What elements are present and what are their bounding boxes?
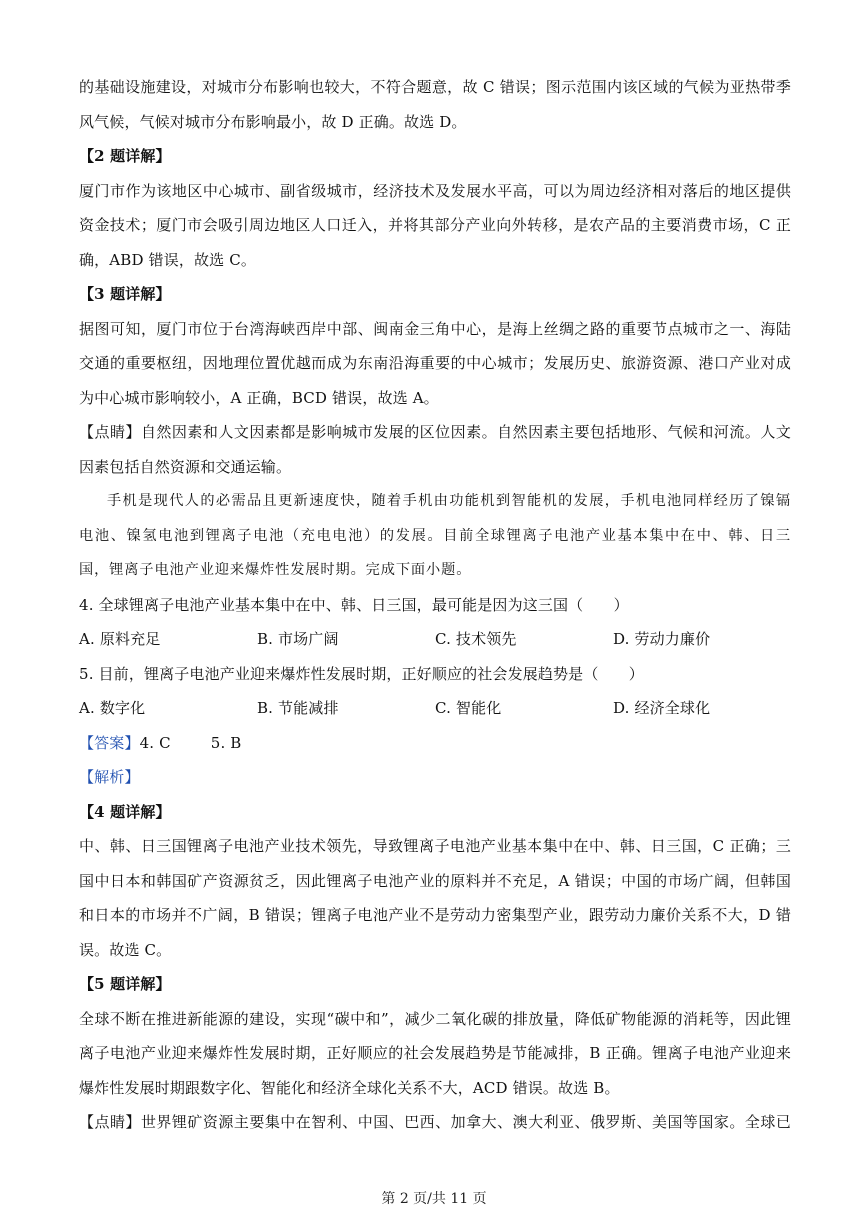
paragraph-line: 交通的重要枢纽，因地理位置优越而成为东南沿海重要的中心城市；发展历史、旅游资源、港口产业对成 xyxy=(79,354,791,372)
page-footer: 第 2 页/共 11 页 xyxy=(381,1191,487,1207)
answer-label: 【答案】 xyxy=(79,733,140,752)
answer-line xyxy=(79,726,791,761)
paragraph-line: 厦门市作为该地区中心城市、副省级城市，经济技术及发展水平高，可以为周边经济相对落后的地区提供 xyxy=(79,181,791,200)
paragraph-line: 确，ABD 错误，故选 C。 xyxy=(79,250,256,269)
question-5-options xyxy=(79,691,791,726)
material-passage-line: 手机是现代人的必需品且更新速度快，随着手机由功能机到智能机的发展，手机电池同样经历了镍镉 xyxy=(107,493,791,509)
option-b: B. 市场广阔 xyxy=(257,630,339,648)
question-4: 4. 全球锂离子电池产业基本集中在中、韩、日三国，最可能是因为这三国（ ） xyxy=(79,595,629,614)
question-5: 5. 目前，锂离子电池产业迎来爆炸性发展时期，正好顺应的社会发展趋势是（ ） xyxy=(79,664,644,683)
option-d: D. 劳动力廉价 xyxy=(613,630,711,648)
paragraph-line: 资金技术；厦门市会吸引周边地区人口迁入，并将其部分产业向外转移，是农产品的主要消费市场，C 正 xyxy=(79,216,791,234)
section-heading-q3: 【3 题详解】 xyxy=(79,285,171,303)
analysis-label: 【解析】 xyxy=(79,768,140,786)
document-page xyxy=(79,70,791,1140)
option-b: B. 节能减排 xyxy=(257,699,339,717)
paragraph-line: 为中心城市影响较小，A 正确，BCD 错误，故选 A。 xyxy=(79,388,439,407)
paragraph-line: 全球不断在推进新能源的建设，实现“碳中和”，减少二氧化碳的排放量，降低矿物能源的消耗等，因此锂 xyxy=(79,1009,791,1028)
tip-paragraph-line: 【点睛】世界锂矿资源主要集中在智利、中国、巴西、加拿大、澳大利亚、俄罗斯、美国等国家。全球已 xyxy=(79,1113,791,1131)
option-d: D. 经济全球化 xyxy=(613,699,711,717)
paragraph-line: 的基础设施建设，对城市分布影响也较大，不符合题意，故 C 错误；图示范围内该区域的气候为亚热带季 xyxy=(79,78,791,96)
paragraph-line: 和日本的市场并不广阔，B 错误；锂离子电池产业不是劳动力密集型产业，跟劳动力廉价关系不大，D 错 xyxy=(79,906,791,924)
section-heading-q2: 【2 题详解】 xyxy=(79,147,171,165)
answer-5: 5. B xyxy=(210,733,242,752)
option-c: C. 技术领先 xyxy=(435,630,517,648)
section-heading-q4: 【4 题详解】 xyxy=(79,802,171,821)
paragraph-line: 据图可知，厦门市位于台湾海峡西岸中部、闽南金三角中心，是海上丝绸之路的重要节点城市之一、海陆 xyxy=(79,319,791,338)
paragraph-line: 爆炸性发展时期跟数字化、智能化和经济全球化关系不大，ACD 错误。故选 B。 xyxy=(79,1078,620,1097)
answer-4: 4. C xyxy=(139,733,171,752)
paragraph-line: 国中日本和韩国矿产资源贫乏，因此锂离子电池产业的原料并不充足，A 错误；中国的市场广阔，但韩国 xyxy=(79,871,791,890)
paragraph-line: 风气候，气候对城市分布影响最小，故 D 正确。故选 D。 xyxy=(79,112,467,131)
paragraph-line: 离子电池产业迎来爆炸性发展时期，正好顺应的社会发展趋势是节能减排，B 正确。锂离子电池产业迎来 xyxy=(79,1044,791,1062)
section-heading-q5: 【5 题详解】 xyxy=(79,975,171,993)
tip-paragraph-line: 【点睛】自然因素和人文因素都是影响城市发展的区位因素。自然因素主要包括地形、气候和河流。人文 xyxy=(79,423,791,441)
tip-paragraph-line: 因素包括自然资源和交通运输。 xyxy=(79,457,292,476)
option-c: C. 智能化 xyxy=(435,699,502,717)
paragraph-line: 中、韩、日三国锂离子电池产业技术领先，导致锂离子电池产业基本集中在中、韩、日三国，C 正确；三 xyxy=(79,837,791,855)
paragraph-line: 误。故选 C。 xyxy=(79,940,172,959)
option-a: A. 数字化 xyxy=(79,699,146,717)
question-4-options xyxy=(79,622,791,657)
option-a: A. 原料充足 xyxy=(79,630,161,648)
material-passage-line: 国，锂离子电池产业迎来爆炸性发展时期。完成下面小题。 xyxy=(79,562,472,578)
material-passage-line: 电池、镍氢电池到锂离子电池（充电电池）的发展。目前全球锂离子电池产业基本集中在中、韩、日三 xyxy=(79,527,791,544)
